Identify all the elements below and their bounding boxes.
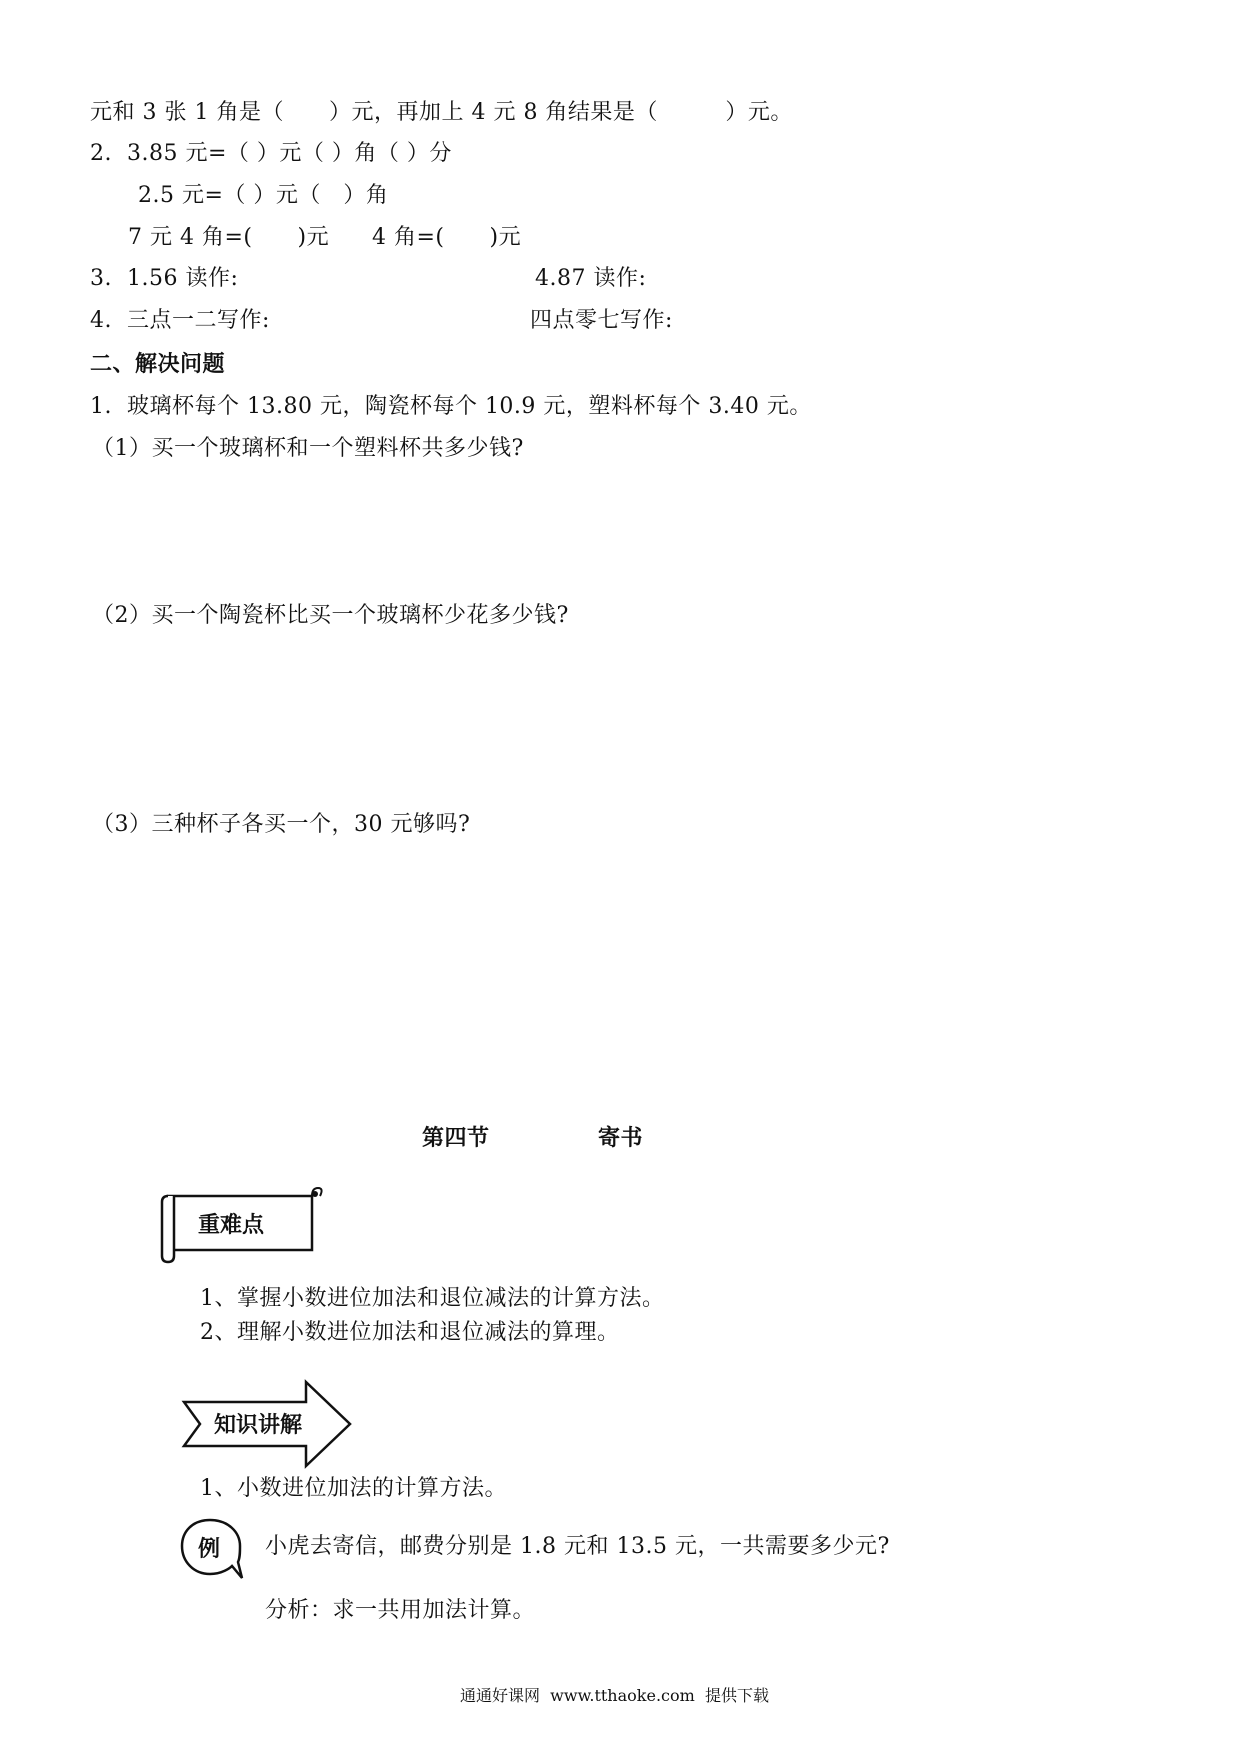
footer-text: 通通好课网 www.tthaoke.com 提供下载 (460, 1686, 769, 1705)
question-3: （3）三种杯子各买一个，30 元够吗? (92, 812, 471, 837)
example-badge (180, 1516, 250, 1586)
example-label: 例 (198, 1537, 221, 1562)
practice-line-5a: 3. 1.56 读作: (90, 266, 239, 291)
knowledge-arrow-banner (178, 1380, 358, 1470)
analysis-text: 分析：求一共用加法计算。 (265, 1598, 536, 1623)
knowledge-point-1: 1、小数进位加法的计算方法。 (200, 1476, 507, 1501)
lesson-title-left: 第四节 (422, 1126, 490, 1151)
question-1: （1）买一个玻璃杯和一个塑料杯共多少钱? (92, 436, 524, 461)
key-points-label: 重难点 (198, 1213, 265, 1238)
section2-heading: 二、解决问题 (90, 352, 226, 377)
practice-line-1: 元和 3 张 1 角是（ ）元，再加上 4 元 8 角结果是（ ）元。 (90, 100, 793, 125)
lesson-title-right: 寄书 (598, 1126, 644, 1151)
practice-line-6a: 4. 三点一二写作: (90, 308, 270, 333)
key-point-2: 2、理解小数进位加法和退位减法的算理。 (200, 1320, 620, 1345)
practice-line-2: 2. 3.85 元=（ ）元（ ）角（ ）分 (90, 141, 452, 166)
question-2: （2）买一个陶瓷杯比买一个玻璃杯少花多少钱? (92, 603, 569, 628)
practice-line-6b: 四点零七写作: (530, 308, 673, 333)
practice-line-5b: 4.87 读作: (535, 266, 647, 291)
key-points-banner (160, 1186, 320, 1262)
key-point-1: 1、掌握小数进位加法和退位减法的计算方法。 (200, 1286, 665, 1311)
problem-statement: 1. 玻璃杯每个 13.80 元，陶瓷杯每个 10.9 元，塑料杯每个 3.40 元。 (90, 394, 812, 419)
example-text: 小虎去寄信，邮费分别是 1.8 元和 13.5 元，一共需要多少元? (265, 1534, 890, 1559)
practice-line-4b: 4 角=( )元 (372, 225, 522, 250)
knowledge-label: 知识讲解 (214, 1413, 303, 1438)
practice-line-4a: 7 元 4 角=( )元 (128, 225, 330, 250)
practice-line-3: 2.5 元=（ ）元（ ）角 (138, 183, 389, 208)
